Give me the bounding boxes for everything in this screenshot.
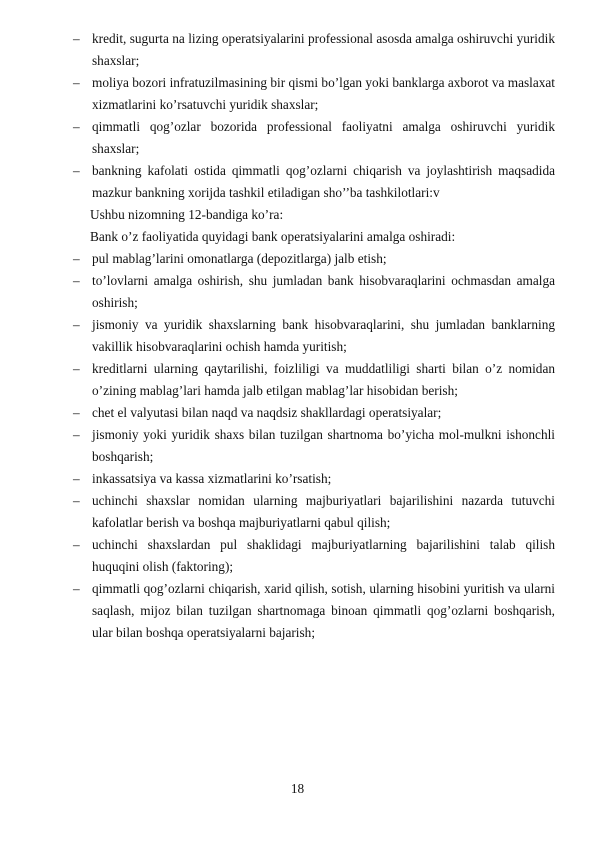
item-text: jismoniy yoki yuridik shaxs bilan tuzilgan shartnoma bo’yicha mol-mulkni ishonchli boshqarish;	[92, 427, 555, 464]
item-text: uchinchi shaxslardan pul shaklidagi majburiyatlarning bajarilishini talab qilish huquqini olish (faktoring);	[92, 537, 555, 574]
paragraph	[73, 226, 555, 248]
item-text: kreditlarni ularning qaytarilishi, foizliligi va muddatliligi sharti bilan o’z nomidan o’zining mablag’lari hamda jalb etilgan mablag’lar hisobidan berish;	[92, 361, 555, 398]
item-text: Bank o’z faoliyatida quyidagi bank operatsiyalarini amalga oshiradi:	[90, 229, 456, 244]
item-text: uchinchi shaxslar nomidan ularning majburiyatlari bajarilishini nazarda tutuvchi kafolatlar berish va boshqa majburiyatlarni qabul qilish;	[92, 493, 555, 530]
list-item	[73, 314, 555, 358]
page-number: 18	[290, 781, 305, 796]
item-text: inkassatsiya va kassa xizmatlarini ko’rsatish;	[92, 471, 332, 486]
paragraph	[73, 204, 555, 226]
item-text: Ushbu nizomning 12-bandiga ko’ra:	[90, 207, 284, 222]
list-dash-marker: –	[73, 471, 80, 486]
list-dash-marker: –	[73, 537, 80, 552]
list-item	[73, 28, 555, 72]
list-dash-marker: –	[73, 317, 80, 332]
item-text: to’lovlarni amalga oshirish, shu jumladan bank hisobvaraqlarini ochmasdan amalga oshirish;	[92, 273, 555, 310]
list-dash-marker: –	[73, 361, 80, 376]
list-item	[73, 160, 555, 204]
list-dash-marker: –	[73, 493, 80, 508]
list-item	[73, 578, 555, 644]
list-item	[73, 534, 555, 578]
item-text: bankning kafolati ostida qimmatli qog’ozlarni chiqarish va joylashtirish maqsadida mazkur bankning xorijda tashkil etiladigan sho’’ba tashkilotlari:v	[92, 163, 555, 200]
list-item	[73, 402, 555, 424]
item-text: moliya bozori infratuzilmasining bir qismi bo’lgan yoki banklarga axborot va maslaxat xizmatlarini ko’rsatuvchi yuridik shaxslar;	[92, 75, 555, 112]
list-item	[73, 248, 555, 270]
item-text: chet el valyutasi bilan naqd va naqdsiz shakllardagi operatsiyalar;	[92, 405, 442, 420]
list-dash-marker: –	[73, 581, 80, 596]
list-item	[73, 358, 555, 402]
item-text: pul mablag’larini omonatlarga (depozitlarga) jalb etish;	[92, 251, 387, 266]
list-item	[73, 72, 555, 116]
list-dash-marker: –	[73, 75, 80, 90]
list-dash-marker: –	[73, 405, 80, 420]
item-text: kredit, sugurta na lizing operatsiyalarini professional asosda amalga oshiruvchi yuridik shaxslar;	[92, 31, 555, 68]
list-item	[73, 490, 555, 534]
item-text: jismoniy va yuridik shaxslarning bank hisobvaraqlarini, shu jumladan banklarning vakillik hisobvaraqlarini ochish hamda yuritish;	[92, 317, 555, 354]
list-dash-marker: –	[73, 31, 80, 46]
list-dash-marker: –	[73, 119, 80, 134]
list-dash-marker: –	[73, 163, 80, 178]
list-dash-marker: –	[73, 427, 80, 442]
list-item	[73, 270, 555, 314]
item-text: qimmatli qog’ozlarni chiqarish, xarid qilish, sotish, ularning hisobini yuritish va ularni saqlash, mijoz bilan tuzilgan shartnomaga binoan qimmatli qog’ozlarni boshqarish, ular bilan boshqa operatsiyalarni bajarish;	[92, 581, 555, 640]
list-item	[73, 468, 555, 490]
list-dash-marker: –	[73, 251, 80, 266]
list-item	[73, 116, 555, 160]
item-text: qimmatli qog’ozlar bozorida professional faoliyatni amalga oshiruvchi yuridik shaxslar;	[92, 119, 555, 156]
list-item	[73, 424, 555, 468]
list-dash-marker: –	[73, 273, 80, 288]
body-text	[73, 28, 555, 644]
